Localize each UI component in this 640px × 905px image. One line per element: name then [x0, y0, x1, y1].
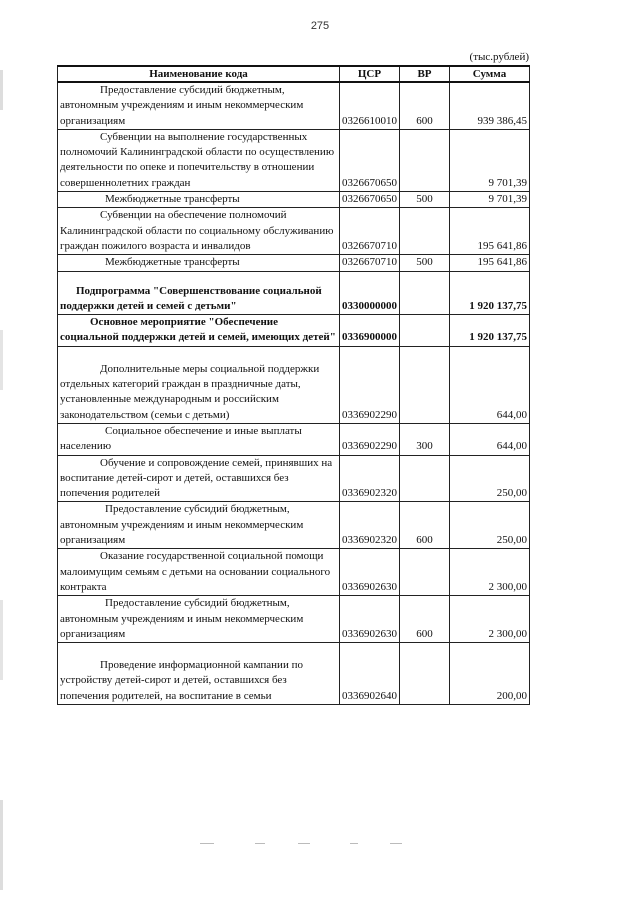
- table-row: [58, 315, 530, 347]
- row-name-text: Проведение информационной кампании по устройству детей-сирот и детей, оставшихся без попечения родителей, на воспитание в семьи: [60, 659, 303, 702]
- row-name-text: Основное мероприятие "Обеспечение социальной поддержки детей и семей, имеющих детей": [60, 316, 336, 344]
- row-name: [58, 315, 340, 347]
- table-row: [58, 129, 530, 191]
- row-csr: 0330000000: [340, 271, 400, 315]
- row-name-text: Предоставление субсидий бюджетным, автономным учреждениям и иным некоммерческим организациям: [60, 503, 304, 547]
- row-vr: [400, 549, 450, 596]
- row-vr: 600: [400, 82, 450, 129]
- row-sum: 644,00: [450, 346, 530, 423]
- row-csr: 0326670650: [340, 129, 400, 191]
- row-name: [58, 643, 340, 705]
- row-name: [58, 455, 340, 502]
- row-sum: 644,00: [450, 423, 530, 455]
- row-vr: 500: [400, 255, 450, 271]
- row-name-text: Подпрограмма "Совершенствование социальной поддержки детей и семей с детьми": [60, 284, 322, 312]
- row-csr: 0326670710: [340, 208, 400, 255]
- units-label: (тыс.рублей): [469, 51, 529, 63]
- row-vr: 600: [400, 502, 450, 549]
- row-csr: 0326670650: [340, 192, 400, 208]
- scan-dash-mark: [390, 843, 402, 844]
- row-vr: [400, 643, 450, 705]
- row-csr: 0336902290: [340, 423, 400, 455]
- table-row: [58, 208, 530, 255]
- row-name-text: Субвенции на обеспечение полномочий Калининградской области по социальному обслуживанию граждан пожилого возраста и инвалидов: [60, 209, 334, 252]
- table-row: [58, 346, 530, 423]
- row-vr: [400, 455, 450, 502]
- row-name: [58, 596, 340, 643]
- row-sum: 9 701,39: [450, 192, 530, 208]
- header-vr: ВР: [400, 66, 450, 82]
- row-sum: 1 920 137,75: [450, 271, 530, 315]
- row-sum: 250,00: [450, 455, 530, 502]
- row-sum: 200,00: [450, 643, 530, 705]
- table-row: [58, 82, 530, 129]
- row-vr: 500: [400, 192, 450, 208]
- row-name-text: Межбюджетные трансферты: [105, 256, 240, 269]
- row-sum: 939 386,45: [450, 82, 530, 129]
- row-csr: 0326610010: [340, 82, 400, 129]
- row-csr: 0336902320: [340, 455, 400, 502]
- page-number: 275: [310, 20, 330, 32]
- row-csr: 0336902290: [340, 346, 400, 423]
- header-csr: ЦСР: [340, 66, 400, 82]
- table-row: [58, 643, 530, 705]
- table-row: [58, 271, 530, 315]
- row-name-text: Социальное обеспечение и иные выплаты населению: [60, 424, 302, 453]
- row-vr: [400, 271, 450, 315]
- row-csr: 0336902320: [340, 502, 400, 549]
- row-name: [58, 502, 340, 549]
- row-csr: 0336902640: [340, 643, 400, 705]
- row-name: [58, 346, 340, 423]
- row-name: [58, 423, 340, 455]
- row-csr: 0336902630: [340, 549, 400, 596]
- row-name-text: Обучение и сопровождение семей, принявших на воспитание детей-сирот и детей, оставшихся без попечения родителей: [60, 456, 333, 500]
- scan-margin-mark: [0, 600, 3, 680]
- row-name: [58, 255, 340, 271]
- table-header-row: [58, 66, 530, 82]
- row-vr: 300: [400, 423, 450, 455]
- row-sum: 2 300,00: [450, 596, 530, 643]
- scan-margin-mark: [0, 800, 3, 890]
- scan-margin-mark: [0, 70, 3, 110]
- header-name: Наименование кода: [58, 66, 340, 82]
- table-row: [58, 596, 530, 643]
- row-name: [58, 271, 340, 315]
- scan-dash-mark: [200, 843, 214, 844]
- row-sum: 9 701,39: [450, 129, 530, 191]
- row-name-text: Межбюджетные трансферты: [105, 193, 240, 206]
- row-csr: 0336900000: [340, 315, 400, 347]
- table-row: [58, 192, 530, 208]
- row-vr: [400, 315, 450, 347]
- row-name-text: Субвенции на выполнение государственных полномочий Калининградской области по осуществлению деятельности по опеке и попечительству в отношении совершеннолетних граждан: [60, 130, 335, 189]
- scan-dash-mark: [298, 843, 310, 844]
- row-vr: [400, 129, 450, 191]
- table-row: [58, 255, 530, 271]
- row-name-text: Предоставление субсидий бюджетным, автономным учреждениям и иным некоммерческим организациям: [60, 84, 304, 127]
- scan-dash-mark: [255, 843, 265, 844]
- table-row: [58, 455, 530, 502]
- row-vr: [400, 208, 450, 255]
- row-name: [58, 549, 340, 596]
- scan-margin-mark: [0, 330, 3, 390]
- table-row: [58, 423, 530, 455]
- row-vr: 600: [400, 596, 450, 643]
- row-name: [58, 208, 340, 255]
- table-row: [58, 549, 530, 596]
- row-vr: [400, 346, 450, 423]
- row-csr: 0336902630: [340, 596, 400, 643]
- row-sum: 195 641,86: [450, 255, 530, 271]
- row-sum: 250,00: [450, 502, 530, 549]
- scan-dash-mark: [350, 843, 358, 844]
- row-name: [58, 129, 340, 191]
- table-row: [58, 502, 530, 549]
- row-csr: 0326670710: [340, 255, 400, 271]
- row-name: [58, 192, 340, 208]
- row-sum: 2 300,00: [450, 549, 530, 596]
- row-name-text: Оказание государственной социальной помощи малоимущим семьям с детьми на основании социального контракта: [60, 550, 331, 593]
- row-name: [58, 82, 340, 129]
- header-sum: Сумма: [450, 66, 530, 82]
- row-name-text: Дополнительные меры социальной поддержки отдельных категорий граждан в праздничные даты, установленные международным и российским законодательством (семьи с детьми): [60, 362, 320, 421]
- budget-table: [57, 65, 530, 705]
- row-sum: 195 641,86: [450, 208, 530, 255]
- row-sum: 1 920 137,75: [450, 315, 530, 347]
- row-name-text: Предоставление субсидий бюджетным, автономным учреждениям и иным некоммерческим организациям: [60, 597, 304, 640]
